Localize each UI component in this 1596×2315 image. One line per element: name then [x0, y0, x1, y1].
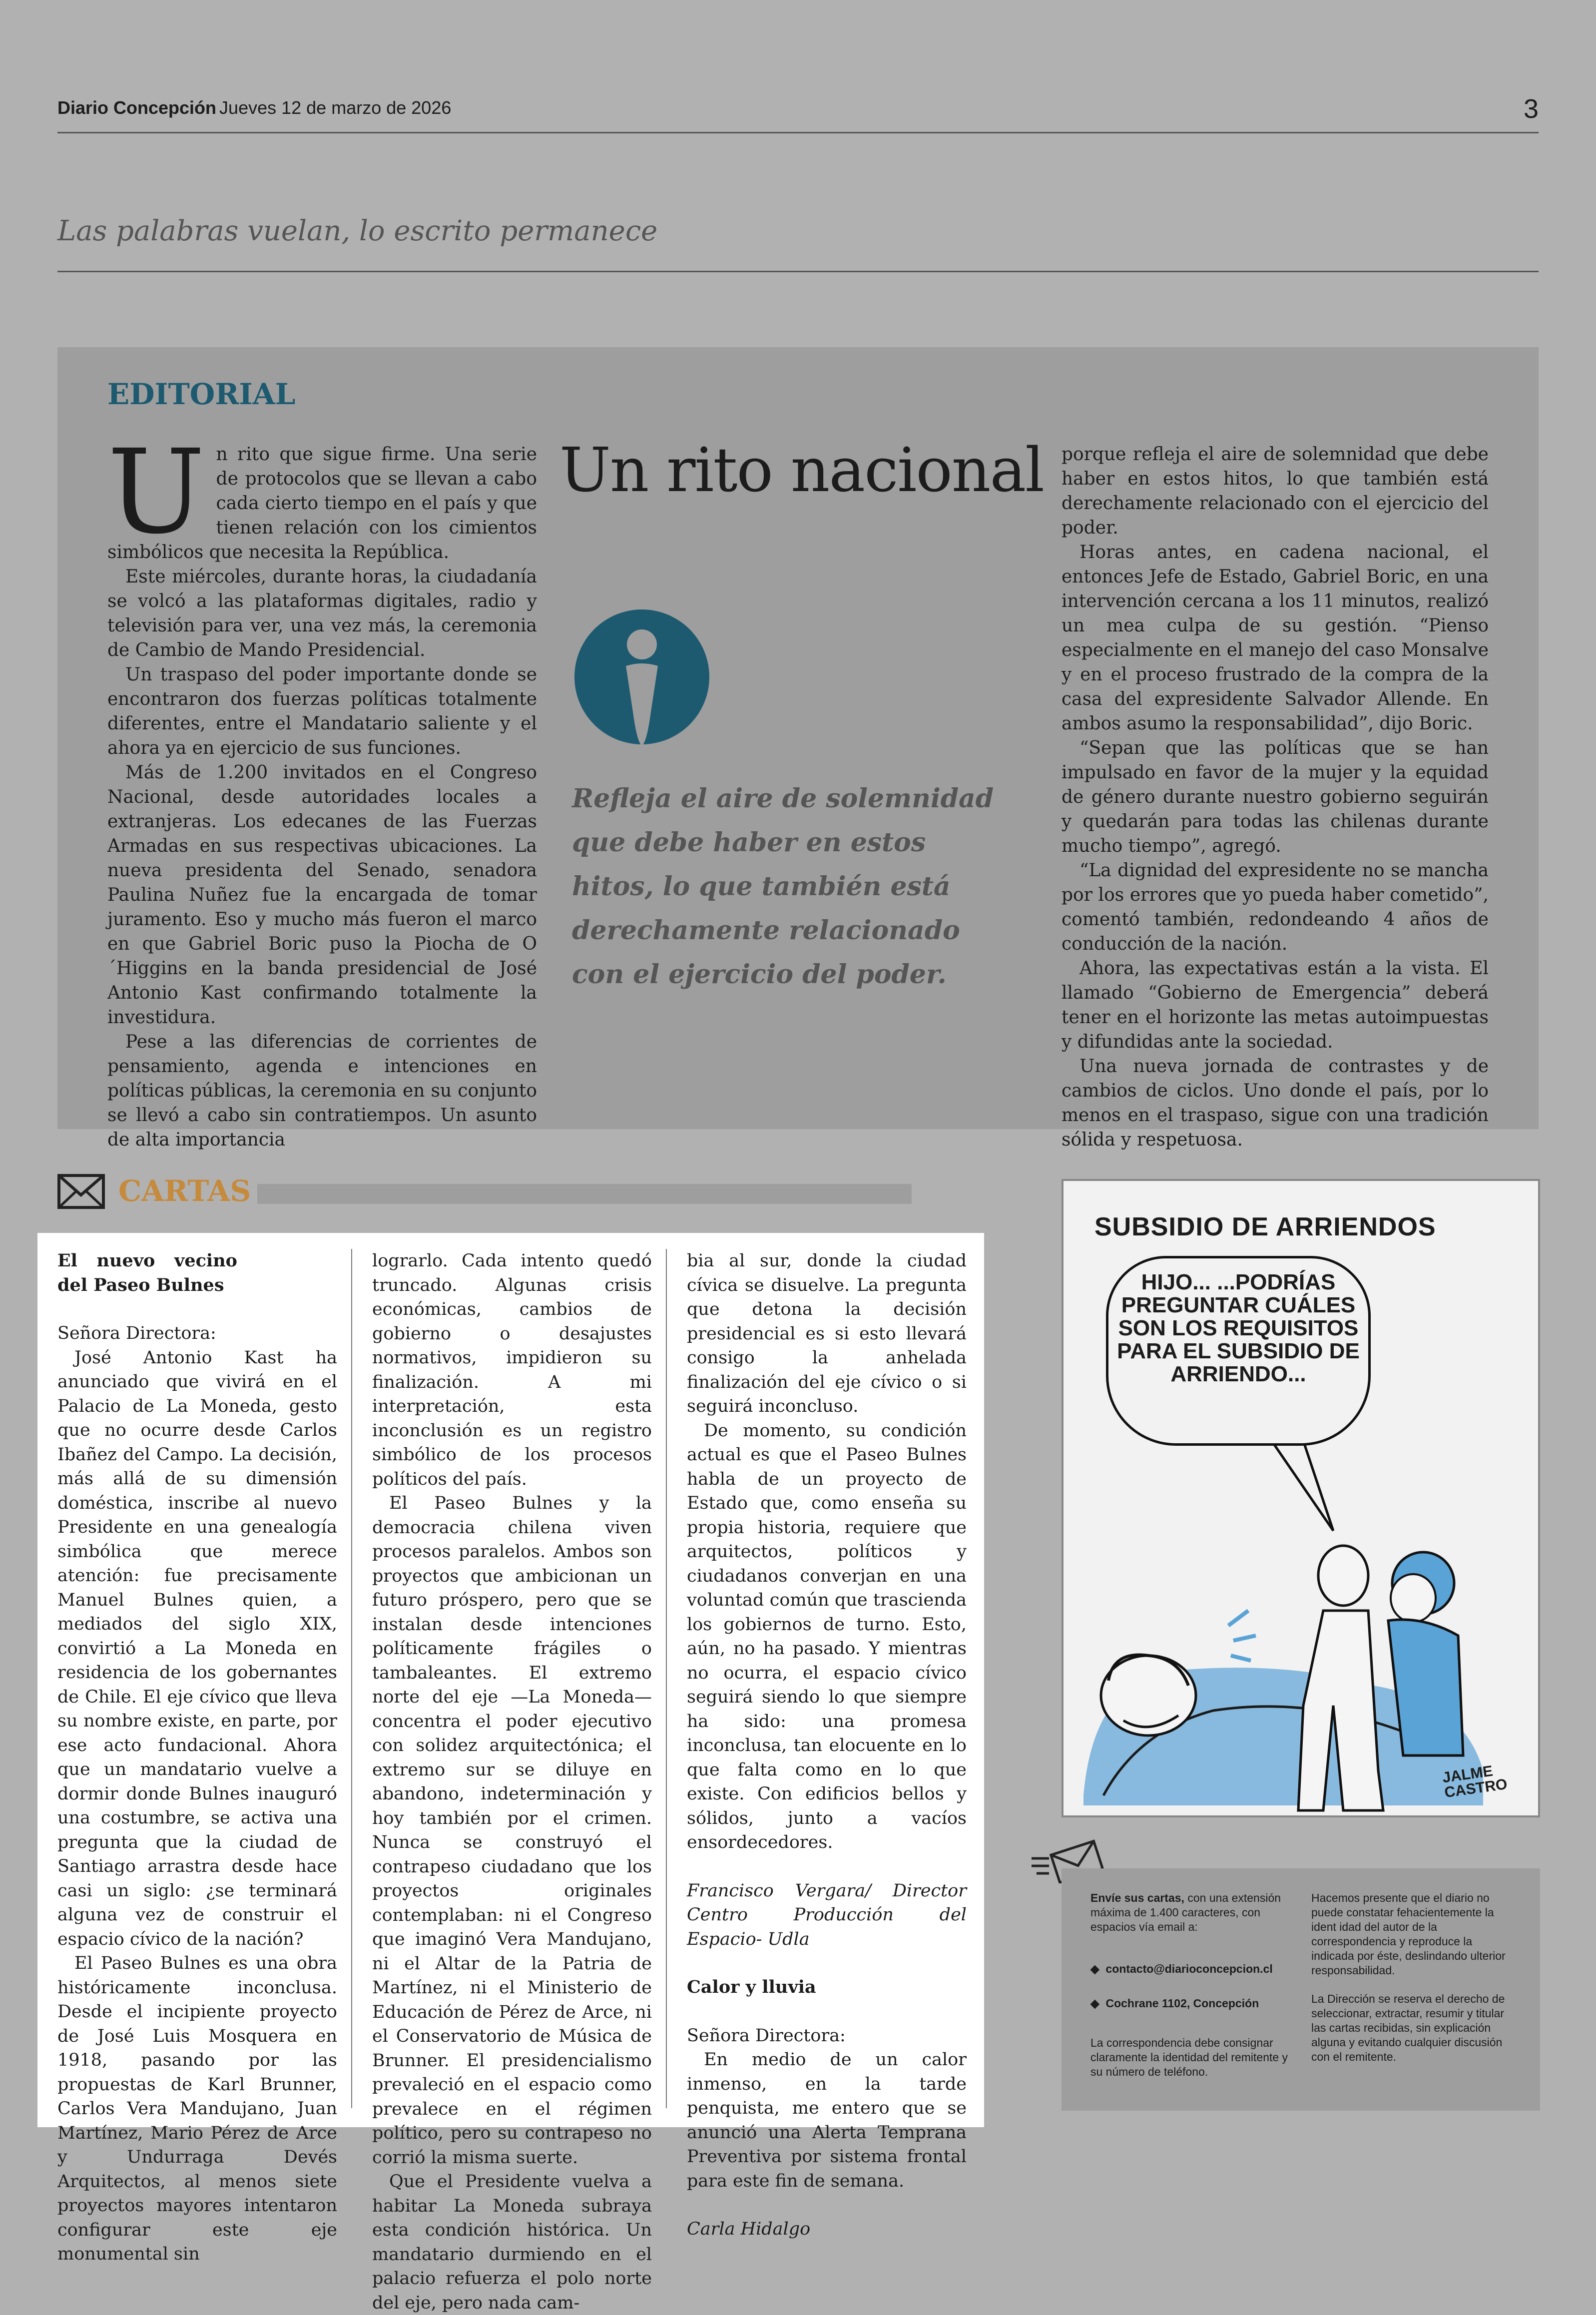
contact-address: ◆ Cochrane 1102, Concepción	[1090, 1997, 1259, 2010]
editorial-paragraph: “Sepan que las políticas que se han impulsado en favor de la mujer y la equidad de género durante nuestro gobierno seguirán y quedarán para todas las chilenas durante mucho tiempo”, agregó.	[1062, 738, 1489, 856]
send-letters-text: con una extensión máxima de 1.400 caracteres, con espacios vía email a:	[1090, 1891, 1281, 1933]
section-tagline: Las palabras vuelan, lo escrito permanece	[57, 215, 1539, 272]
letters-column-3	[687, 1249, 967, 2242]
editorial-paragraph: Horas antes, en cadena nacional, el entonces Jefe de Estado, Gabriel Boric, en una intervención cercana a los 11 minutos, realizó un mea culpa de su gestión. “Pienso especialmente en el manejo del caso Monsalve y en el proceso frustrado de la compra de la casa del expresidente Salvador Allende. En ambos asumo la responsabilidad”, dijo Boric.	[1062, 542, 1489, 734]
letter-paragraph: José Antonio Kast ha anunciado que vivirá en el Palacio de La Moneda, gesto que no ocurre desde Carlos Ibañez del Campo. La decisión, más allá de su dimensión doméstica, inscribe al nuevo Presidente en una genealogía simbólica que merece atención: fue precisamente Manuel Bulnes quien, a mediados del siglo XIX, convirtió a La Moneda en residencia de los gobernantes de Chile. El eje cívico que lleva su nombre existe, en parte, por ese acto fundacional. Ahora que un mandatario vuelve a dormir donde Bulnes inauguró una costumbre, se activa una pregunta que la ciudad de Santiago arrastra desde hace casi un siglo: ¿se terminará alguna vez de construir el espacio cívico de la nación?	[57, 1347, 337, 1949]
editorial-column-3	[1062, 442, 1489, 1152]
page-number: 3	[1523, 94, 1539, 124]
editorial-label: EDITORIAL	[107, 377, 296, 411]
bullet-diamond-icon: ◆	[1090, 1997, 1099, 2010]
info-icon	[572, 607, 712, 747]
letter-paragraph: bia al sur, donde la ciudad cívica se disuelve. La pregunta que detona la decisión presidencial es si esto llevará consigo la anhelada finalización del eje cívico o si seguirá inconcluso.	[687, 1251, 967, 1416]
editorial-title: Un rito nacional	[559, 435, 1044, 506]
editorial-paragraph: Una nueva jornada de contrastes y de cambios de ciclos. Uno donde el país, por lo menos en el traspaso, sigue con una tradición sólida y respetuosa.	[1062, 1056, 1489, 1150]
cartoon-artist-signature: JALME CASTRO	[1441, 1762, 1509, 1801]
editorial-paragraph: Más de 1.200 invitados en el Congreso Nacional, desde autoridades locales a extranjeras. Los edecanes de las Fuerzas Armadas en sus respectivas ubicaciones. La nueva presidenta del Senado, senadora Paulina Nuñez fue la encargada de tomar juramento. Eso y mucho más fueron el marco en que Gabriel Boric puso la Piocha de O´Higgins en la banda presidencial de José Antonio Kast confirmando totalmente la investidura.	[107, 762, 537, 1028]
newspaper-name: Diario Concepción	[57, 97, 217, 118]
letter-paragraph: En medio de un calor inmenso, en la tarde penquista, me entero que se anunció una Alerta Temprana Preventiva por sistema frontal para este fin de semana.	[687, 2050, 967, 2191]
cartas-header	[57, 1171, 912, 1211]
contact-right-column	[1311, 1891, 1516, 2064]
identity-note: La correspondencia debe consignar claramente la identidad del remitente y su número de teléfono.	[1090, 2036, 1288, 2078]
editorial-paragraph: Ahora, las expectativas están a la vista. El llamado “Gobierno de Emergencia” deberá tener en el horizonte las metas autoimpuestas y difundidas ante la sociedad.	[1062, 958, 1489, 1052]
letters-section	[37, 1233, 984, 2313]
masthead	[57, 94, 1539, 133]
envelope-icon	[57, 1174, 105, 1209]
send-letters-label: Envíe sus cartas,	[1090, 1891, 1184, 1904]
letters-column-2	[372, 1249, 652, 2315]
editorial-section	[57, 347, 1539, 1150]
letter-paragraph: Que el Presidente vuelva a habitar La Moneda subraya esta condición histórica. Un mandatario durmiendo en el palacio refuerza el polo norte del eje, pero nada cam-	[372, 2172, 652, 2313]
bullet-diamond-icon: ◆	[1090, 1962, 1099, 1975]
letter-paragraph: lograrlo. Cada intento quedó truncado. Algunas crisis económicas, cambios de gobierno o desajustes normativos, impidieron su finalización. A mi interpretación, esta inconclusión es un registro simbólico de los procesos políticos del país.	[372, 1251, 652, 1489]
letter-salutation: Señora Directora:	[687, 2025, 846, 2046]
cartas-header-bar	[257, 1184, 912, 1204]
editorial-pull-quote: Refleja el aire de solemnidad que debe haber en estos hitos, lo que también está derechamente relacionado con el ejercicio del poder.	[572, 783, 994, 990]
letter-signature: Francisco Vergara/ Director Centro Producción del Espacio- Udla	[687, 1880, 967, 1949]
editorial-paragraph: Pese a las diferencias de corrientes de pensamiento, agenda e intenciones en políticas públicas, la ceremonia en su conjunto se llevó a cabo sin contratiempos. Un asunto de alta importancia	[107, 1032, 537, 1150]
editorial-column-1	[107, 425, 537, 1152]
disclaimer-note: Hacemos presente que el diario no puede constatar fehacientemente la ident idad del autor de la correspondencia y reproduce la indicada por éste, deslindando ulterior responsabilidad.	[1311, 1891, 1506, 1977]
drop-cap: U	[107, 425, 205, 560]
editorial-paragraph: porque refleja el aire de solemnidad que debe haber en estos hitos, lo que también está derechamente relacionado con el ejercicio del poder.	[1062, 444, 1489, 538]
letter-paragraph: El Paseo Bulnes es una obra históricamente inconclusa. Desde el incipiente proyecto de José Luis Mosquera en 1918, pasando por las propuestas de Karl Brunner, Carlos Vera Mandujano, Juan Martínez, Mario Pérez de Arce y Undurraga Devés Arquitectos, al menos siete proyectos mayores intentaron configurar este eje monumental sin	[57, 1953, 337, 2264]
letter-signature: Carla Hidalgo	[687, 2219, 811, 2239]
column-divider	[666, 1249, 667, 2108]
cartoon-title: SUBSIDIO DE ARRIENDOS	[1094, 1212, 1436, 1241]
editorial-cartoon	[1062, 1179, 1540, 1817]
contact-info-box	[1062, 1868, 1540, 2111]
letter-paragraph: El Paseo Bulnes y la democracia chilena viven procesos paralelos. Ambos son proyectos que ambicionan un futuro próspero, pero que se instalan desde intenciones políticamente frágiles o tambaleantes. El extremo norte del eje —La Moneda— concentra el poder ejecutivo con solidez arquitectónica; el extremo sur se diluye en abandono, indeterminación y hoy también por el crimen. Nunca se construyó el contrapeso ciudadano que los proyectos originales contemplaban: ni el Congreso que imaginó Vera Mandujano, ni el Altar de la Patria de Martínez, ni el Ministerio de Educación de Pérez de Arce, ni el Conservatorio de Música de Brunner. El presidencialismo prevaleció en el espacio como prevalece en el régimen político, pero su contrapeso no corrió la misma suerte.	[372, 1493, 652, 2168]
cartas-label: CARTAS	[118, 1174, 251, 1208]
letters-column-1	[57, 1249, 337, 2267]
cartoon-speech-bubble: HIJO... ...PODRÍAS PREGUNTAR CUÁLES SON LOS REQUISITOS PARA EL SUBSIDIO DE ARRIENDO...	[1106, 1256, 1371, 1446]
column-divider	[351, 1249, 352, 2108]
editorial-paragraph: “La dignidad del expresidente no se mancha por los errores que yo pueda haber cometido”, comentó también, redondeando 4 años de conducción de la nación.	[1062, 860, 1489, 954]
contact-email[interactable]: ◆ contacto@diarioconcepcion.cl	[1090, 1962, 1273, 1975]
letter-salutation: Señora Directora:	[57, 1323, 216, 1343]
letter-title: Calor y lluvia	[687, 1977, 816, 1997]
editorial-paragraph: Un rito que sigue firme. Una serie de protocolos que se llevan a cabo cada cierto tiempo en el país y que tienen relación con los cimientos simbólicos que necesita la República.	[107, 425, 537, 563]
issue-date: Jueves 12 de marzo de 2026	[219, 97, 452, 118]
letter-title: El nuevo vecino del Paseo Bulnes	[57, 1250, 237, 1295]
editorial-rights-note: La Dirección se reserva el derecho de seleccionar, extractar, resumir y titular las cartas recibidas, sin explicación alguna y evitando cualquier discusión con el remitente.	[1311, 1992, 1505, 2063]
editorial-paragraph: Este miércoles, durante horas, la ciudadanía se volcó a las plataformas digitales, radio y televisión para ver, una vez más, la ceremonia de Cambio de Mando Presidencial.	[107, 567, 537, 660]
letter-paragraph: De momento, su condición actual es que el Paseo Bulnes habla de un proyecto de Estado que, como enseña su propia historia, requiere que arquitectos, políticos y ciudadanos converjan en una voluntad común que trascienda los gobiernos de turno. Esto, aún, no ha pasado. Y mientras no ocurra, el espacio cívico seguirá siendo lo que siempre ha sido: una promesa inconclusa, tan elocuente en lo que falta como en lo que existe. Con edificios bellos y sólidos, junto a vacíos ensordecedores.	[687, 1420, 967, 1852]
contact-left-column	[1090, 1891, 1295, 2079]
editorial-paragraph: Un traspaso del poder importante donde se encontraron dos fuerzas políticas totalmente diferentes, entre el Mandatario saliente y el ahora ya en ejercicio de sus funciones.	[107, 664, 537, 758]
